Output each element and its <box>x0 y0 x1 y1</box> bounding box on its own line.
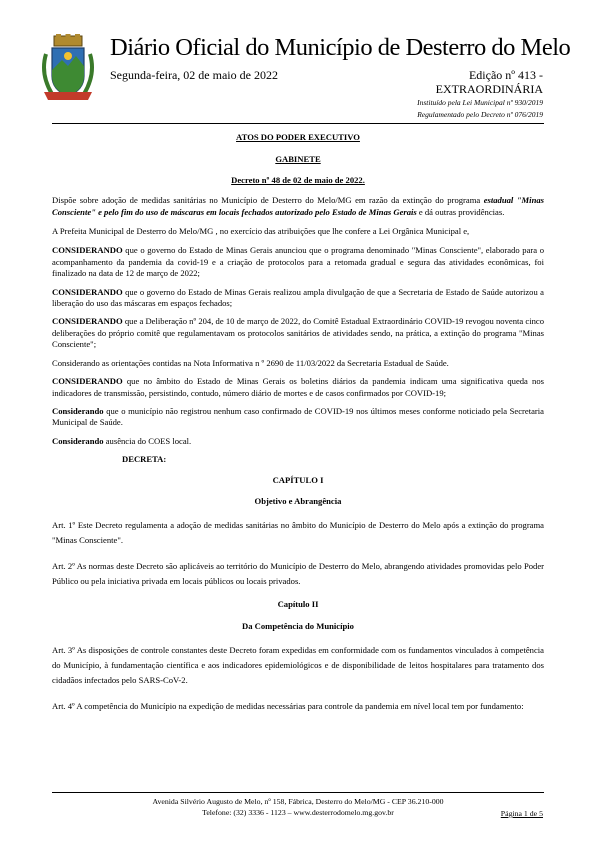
chapter-title: Da Competência do Município <box>242 620 354 631</box>
article-3: Art. 3º As disposições de controle constantes deste Decreto foram expedidas em conformidade com os fundamentos vinculados à competência do Município, à fundamentação científica e aos indicadores epidemiológicos e de disponibilidade de leitos hospitalares para tratamento dos cidadãos infectados pelo SARS-CoV-2. <box>52 645 544 686</box>
considerando-paragraph <box>52 376 544 399</box>
gazette-title: Diário Oficial do Município de Desterro do Melo <box>110 34 571 61</box>
article-4: Art. 4º A competência do Município na expedição de medidas necessárias para controle da pandemia em nível local tem por fundamento: <box>52 701 524 712</box>
decreta-heading: DECRETA: <box>122 454 167 465</box>
article-2: Art. 2º As normas deste Decreto são aplicáveis ao território do Município de Desterro do Melo, abrangendo atividades promovidas pelo Poder Público ou pela iniciativa privada em locais públicos ou locais privados. <box>52 561 544 587</box>
considerando-text: que o governo do Estado de Minas Gerais anunciou que o programa denominado "Minas Consciente", elaborado para o acompanhamento da pandemia da covid-19 e a criação de protocolos para a retomada gradual e segura das atividades econômicas, foi finalizado na data de 12 de março de 2022; <box>52 245 545 279</box>
edition-line: Edição nº 413 - <box>468 68 543 82</box>
summary-end: e dá outras providências. <box>418 206 505 217</box>
considerando-paragraph <box>52 406 544 429</box>
considerando-paragraph <box>52 245 544 279</box>
considerando-text: que a Deliberação nº 204, de 10 de março de 2022, do Comitê Estadual Extraordinário COVID-19 revogou noventa cinco deliberações do próprio comitê que regulamentavam os protocolos sanitários de atividades sendo, na prática, a extinção do programa "Minas Consciente"; <box>52 316 544 350</box>
subsection-heading: GABINETE <box>275 154 321 165</box>
considerando-text: que o município não registrou nenhum caso confirmado de COVID-19 nos últimos meses conforme noticiado pela Secretaria Municipal de Saúde. <box>52 405 544 428</box>
considerando-paragraph <box>52 316 544 350</box>
page-number: Página 1 de 5 <box>500 809 543 818</box>
document-footer <box>52 796 544 818</box>
edition-type: EXTRAORDINÁRIA <box>435 82 543 96</box>
section-heading: ATOS DO PODER EXECUTIVO <box>236 132 360 142</box>
considerando-paragraph <box>52 436 544 447</box>
footer-divider <box>52 792 544 793</box>
edition-number <box>436 68 543 96</box>
considerando-paragraph <box>52 287 544 310</box>
document-header <box>0 0 595 132</box>
considerando-keyword: Considerando <box>52 435 104 446</box>
chapter-heading: Capítulo II <box>277 599 319 610</box>
chapter-heading: CAPÍTULO I <box>272 474 324 485</box>
summary-text: Dispõe sobre adoção de medidas sanitárias no Município de Desterro do Melo/MG em razão da extinção do programa <box>52 195 481 206</box>
footer-contact: Telefone: (32) 3336 - 1123 – www.desterrodomelo.mg.gov.br <box>202 808 394 817</box>
considerando-keyword: CONSIDERANDO <box>52 286 123 297</box>
intro-paragraph: A Prefeita Municipal de Desterro do Melo/MG , no exercício das atribuições que lhe confere a Lei Orgânica Municipal e, <box>52 226 470 237</box>
considerando-text: ausência do COES local. <box>105 435 192 446</box>
regulation-decree: Regulamentado pelo Decreto nº 076/2019 <box>417 110 543 119</box>
article-1: Art. 1º Este Decreto regulamenta a adoção de medidas sanitárias no âmbito do Município de Desterro do Melo após a extinção do programa "Minas Consciente". <box>52 520 544 546</box>
document-body <box>52 128 544 714</box>
municipal-coat-of-arms-icon <box>38 34 98 104</box>
summary-emphasis: estadual "Minas Consciente" e pelo fim do uso de máscaras em locais fechados autorizado pelo Estado de Minas Gerais <box>52 195 544 217</box>
considerando-keyword: CONSIDERANDO <box>52 316 123 327</box>
publication-date: Segunda-feira, 02 de maio de 2022 <box>110 68 278 82</box>
considerando-paragraph: Considerando as orientações contidas na Nota Informativa n º 2690 de 11/03/2022 da Secretaria Estadual de Saúde. <box>52 357 449 368</box>
considerando-text: que no âmbito do Estado de Minas Gerais os boletins diários da pandemia indicam uma significativa queda nos indicadores de transmissão, persistindo, contudo, número diário de mortes e de casos confirmados por COVID-19; <box>52 376 544 398</box>
decree-title: Decreto nº 48 de 02 de maio de 2022. <box>231 174 365 185</box>
considerando-keyword: CONSIDERANDO <box>52 376 123 387</box>
institution-law: Instituído pela Lei Municipal nº 930/2019 <box>417 98 543 107</box>
considerando-text: que o governo do Estado de Minas Gerais realizou ampla divulgação de que a Secretaria de Estado de Saúde autorizou a liberação do uso das máscaras em espaços fechados; <box>52 286 544 309</box>
considerando-keyword: Considerando <box>52 405 104 416</box>
chapter-title: Objetivo e Abrangência <box>254 495 342 506</box>
footer-address: Avenida Silvério Augusto de Melo, nº 158, Fábrica, Desterro do Melo/MG - CEP 36.210-000 <box>152 797 444 806</box>
decree-summary <box>52 195 544 218</box>
header-divider <box>52 123 544 124</box>
considerando-keyword: CONSIDERANDO <box>52 245 123 256</box>
